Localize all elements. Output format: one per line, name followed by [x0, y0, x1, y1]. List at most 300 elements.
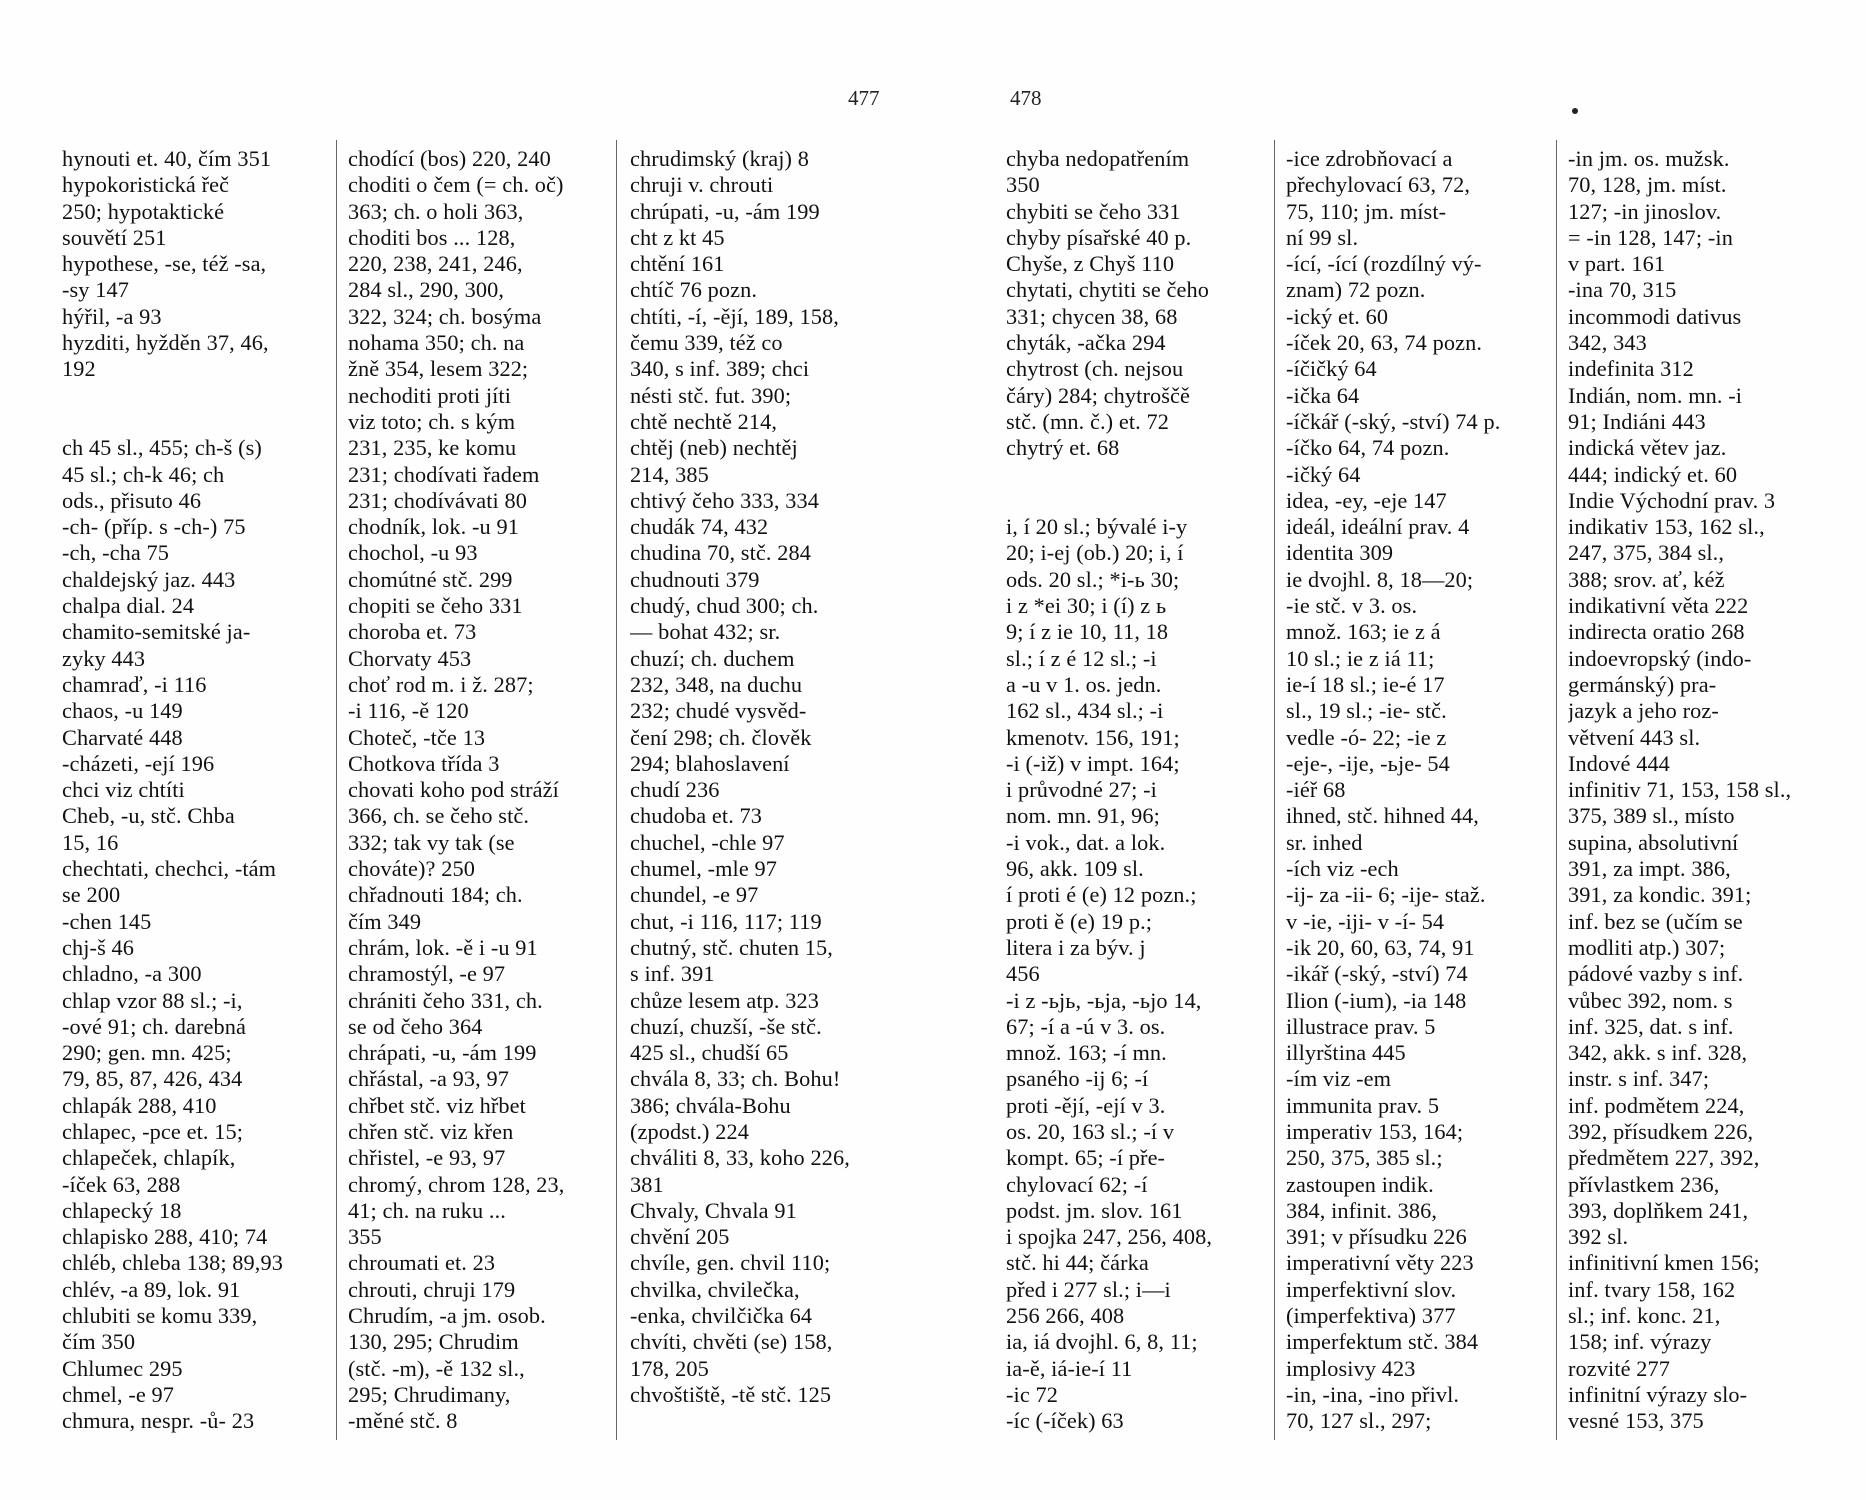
index-line: Charvaté 448	[62, 724, 183, 750]
index-column-6	[1568, 146, 1826, 1435]
index-line: Indie Východní prav. 3	[1568, 487, 1776, 513]
index-line: hýřil, -a 93	[62, 303, 162, 329]
index-line: (imperfektiva) 377	[1286, 1303, 1456, 1329]
index-line: přívlastkem 236,	[1568, 1171, 1720, 1197]
index-line: před i 277 sl.; i—i	[1006, 1276, 1171, 1302]
index-line: Indián, nom. mn. -i	[1568, 382, 1743, 408]
index-line: chuzí; ch. duchem	[630, 645, 795, 671]
index-line: -i z -ьjь, -ьja, -ьjo 14,	[1006, 987, 1202, 1013]
index-line: proti -ějí, -ejí v 3.	[1006, 1092, 1166, 1118]
index-line: Cheb, -u, stč. Chba	[62, 803, 235, 829]
index-line: vesné 153, 375	[1568, 1408, 1704, 1434]
index-line: 127; -in jinoslov.	[1568, 198, 1722, 224]
index-line: 15, 16	[62, 829, 119, 855]
index-line: Indové 444	[1568, 750, 1670, 776]
index-line: -íčičký 64	[1286, 356, 1377, 382]
index-line: stč. (mn. č.) et. 72	[1006, 408, 1169, 434]
index-column-2	[348, 146, 606, 1435]
index-line: chytrý et. 68	[1006, 435, 1120, 461]
index-line: 250, 375, 385 sl.;	[1286, 1145, 1443, 1171]
index-line: -iéř 68	[1286, 777, 1346, 803]
index-column-4	[1006, 146, 1264, 1435]
index-line: chochol, -u 93	[348, 540, 478, 566]
index-line: 456	[1006, 961, 1040, 987]
index-line	[1006, 462, 1264, 488]
index-line: 41; ch. na ruku ...	[348, 1197, 506, 1223]
index-line: 392, přísudkem 226,	[1568, 1118, 1754, 1144]
index-line: chyba nedopatřením	[1006, 146, 1190, 171]
index-line: 295; Chrudimany,	[348, 1381, 511, 1407]
index-line: chopiti se čeho 331	[348, 593, 523, 619]
index-line: chudoba et. 73	[630, 803, 763, 829]
page-number-right: 478	[1010, 86, 1042, 110]
index-line: chudák 74, 432	[630, 514, 769, 540]
index-line: 70, 127 sl., 297;	[1286, 1408, 1432, 1434]
index-line: ch 45 sl., 455; ch-š (s)	[62, 435, 262, 461]
column-divider	[336, 140, 337, 1440]
column-divider	[616, 140, 617, 1440]
index-line: vůbec 392, nom. s	[1568, 987, 1733, 1013]
index-line: instr. s inf. 347;	[1568, 1066, 1710, 1092]
index-line: inf. tvary 158, 162	[1568, 1276, 1736, 1302]
index-line: chtíti, -í, -ějí, 189, 158,	[630, 303, 839, 329]
index-line: chrám, lok. -ě i -u 91	[348, 934, 538, 960]
index-line: nechoditi proti jíti	[348, 382, 512, 408]
index-line: i spojka 247, 256, 408,	[1006, 1224, 1213, 1250]
index-line: proti ě (e) 19 p.;	[1006, 908, 1153, 934]
index-line: Chlumec 295	[62, 1355, 183, 1381]
index-line: imperativní věty 223	[1286, 1250, 1474, 1276]
index-line: 250; hypotaktické	[62, 198, 225, 224]
index-line: chyby písařské 40 p.	[1006, 224, 1192, 250]
index-line: vedle -ó- 22; -ie z	[1286, 724, 1447, 750]
index-line: 393, doplňkem 241,	[1568, 1197, 1749, 1223]
index-line: -i 116, -ě 120	[348, 698, 469, 724]
index-line: chladno, -a 300	[62, 961, 202, 987]
index-line: -in, -ina, -ino přivl.	[1286, 1381, 1460, 1407]
index-line: chovati koho pod stráží	[348, 777, 559, 803]
index-line: se 200	[62, 882, 121, 908]
index-line: 10 sl.; ie z iá 11;	[1286, 645, 1435, 671]
index-line: chylovací 62; -í	[1006, 1171, 1148, 1197]
index-line: -ička 64	[1286, 382, 1360, 408]
index-line: chtivý čeho 333, 334	[630, 487, 820, 513]
index-line: -i vok., dat. a lok.	[1006, 829, 1166, 855]
index-line: chuchel, -chle 97	[630, 829, 785, 855]
index-line: os. 20, 163 sl.; -í v	[1006, 1118, 1175, 1144]
index-line: germánský) pra-	[1568, 671, 1717, 697]
index-line: chlapecký 18	[62, 1197, 182, 1223]
index-line: chlév, -a 89, lok. 91	[62, 1276, 241, 1302]
index-line: 45 sl.; ch-k 46; ch	[62, 461, 225, 487]
index-line: modliti atp.) 307;	[1568, 934, 1726, 960]
index-line: -ický et. 60	[1286, 303, 1389, 329]
index-line: 91; Indiáni 443	[1568, 408, 1706, 434]
index-line: chudý, chud 300; ch.	[630, 593, 819, 619]
column-divider	[1274, 140, 1275, 1440]
index-line: -íček 63, 288	[62, 1171, 181, 1197]
index-line: chtě nechtě 214,	[630, 408, 778, 434]
index-line: idea, -ey, -eje 147	[1286, 487, 1447, 513]
index-line: 386; chvála-Bohu	[630, 1092, 791, 1118]
index-line: 388; srov. ať, kéž	[1568, 566, 1725, 592]
index-line: chybiti se čeho 331	[1006, 198, 1181, 224]
index-line: indická větev jaz.	[1568, 435, 1727, 461]
index-line: rozvité 277	[1568, 1355, 1671, 1381]
index-line: -ch, -cha 75	[62, 540, 170, 566]
index-line: -i (-iž) v impt. 164;	[1006, 750, 1180, 776]
index-line: chřbet stč. viz hřbet	[348, 1092, 526, 1118]
index-line: 381	[630, 1171, 664, 1197]
index-line: chvíle, gen. chvil 110;	[630, 1250, 831, 1276]
index-line: 96, akk. 109 sl.	[1006, 856, 1144, 882]
index-line: indefinita 312	[1568, 356, 1694, 382]
index-line: chlapec, -pce et. 15;	[62, 1118, 243, 1144]
column-divider	[1556, 140, 1557, 1440]
index-line: kmenotv. 156, 191;	[1006, 724, 1180, 750]
index-line: 158; inf. výrazy	[1568, 1329, 1712, 1355]
index-column-5	[1286, 146, 1544, 1435]
index-line: podst. jm. slov. 161	[1006, 1197, 1183, 1223]
index-line: se od čeho 364	[348, 1013, 483, 1039]
index-line: chváliti 8, 33, koho 226,	[630, 1145, 850, 1171]
index-line: psaného -ij 6; -í	[1006, 1066, 1149, 1092]
index-line: pádové vazby s inf.	[1568, 961, 1744, 987]
index-line: chlubiti se komu 339,	[62, 1303, 258, 1329]
index-line: indikativní věta 222	[1568, 593, 1749, 619]
index-line: -ch- (příp. s -ch-) 75	[62, 514, 246, 540]
index-line: -ice zdrobňovací a	[1286, 146, 1453, 171]
index-line: chřen stč. viz křen	[348, 1118, 514, 1144]
index-line: chci viz chtíti	[62, 777, 185, 803]
index-line: Chotkova třída 3	[348, 750, 500, 776]
index-line: 231; chodívati řadem	[348, 461, 540, 487]
index-line: 444; indický et. 60	[1568, 461, 1738, 487]
index-line: předmětem 227, 392,	[1568, 1145, 1760, 1171]
index-line: = -in 128, 147; -in	[1568, 224, 1733, 250]
index-line: sl.; inf. konc. 21,	[1568, 1303, 1721, 1329]
index-line: chechtati, chechci, -tám	[62, 856, 277, 882]
index-line: 363; ch. o holi 363,	[348, 198, 524, 224]
index-line: 20; i-ej (ob.) 20; i, í	[1006, 540, 1184, 566]
index-line: 294; blahoslavení	[630, 750, 790, 776]
index-line: 391, za impt. 386,	[1568, 856, 1731, 882]
index-line: 231, 235, ke komu	[348, 435, 517, 461]
index-line: chundel, -e 97	[630, 882, 759, 908]
index-line: 220, 238, 241, 246,	[348, 251, 523, 277]
index-line: chj-š 46	[62, 934, 135, 960]
index-line: imperativ 153, 164;	[1286, 1118, 1464, 1144]
page-number-left: 477	[848, 86, 880, 110]
index-line: souvětí 251	[62, 224, 167, 250]
index-line: Chyše, z Chyš 110	[1006, 251, 1175, 277]
index-line: množ. 163; ie z á	[1286, 619, 1441, 645]
index-line: chruji v. chrouti	[630, 172, 774, 198]
index-line: 384, infinit. 386,	[1286, 1197, 1438, 1223]
index-line: hypothese, -se, též -sa,	[62, 251, 267, 277]
index-line: sl.; í z é 12 sl.; -i	[1006, 645, 1157, 671]
index-line: Chrudím, -a jm. osob.	[348, 1303, 546, 1329]
index-line: ie dvojhl. 8, 18—20;	[1286, 566, 1474, 592]
index-line: 340, s inf. 389; chci	[630, 356, 810, 382]
index-line: inf. 325, dat. s inf.	[1568, 1013, 1734, 1039]
index-line: -ie stč. v 3. os.	[1286, 593, 1418, 619]
index-line: nohama 350; ch. na	[348, 330, 525, 356]
index-line: chvála 8, 33; ch. Bohu!	[630, 1066, 841, 1092]
index-line: chmura, nespr. -ů- 23	[62, 1408, 255, 1434]
index-line	[62, 383, 320, 409]
index-line: chomútné stč. 299	[348, 566, 513, 592]
index-line: viz toto; ch. s kým	[348, 408, 516, 434]
index-line: 79, 85, 87, 426, 434	[62, 1066, 243, 1092]
index-line: 342, 343	[1568, 330, 1647, 356]
index-line: -íčkář (-ský, -ství) 74 p.	[1286, 408, 1501, 434]
index-line: ie-í 18 sl.; ie-é 17	[1286, 671, 1445, 697]
index-line: 290; gen. mn. 425;	[62, 1040, 232, 1066]
index-line: 192	[62, 356, 96, 382]
index-line: hypokoristická řeč	[62, 172, 230, 198]
index-line: ia-ě, iá-ie-í 11	[1006, 1355, 1133, 1381]
index-line: chřistel, -e 93, 97	[348, 1145, 506, 1171]
index-line: čemu 339, též co	[630, 330, 783, 356]
index-line: Ilion (-ium), -ia 148	[1286, 987, 1467, 1013]
index-line: litera i za býv. j	[1006, 934, 1146, 960]
index-line: chvíti, chvěti (se) 158,	[630, 1329, 833, 1355]
index-line: chvoštiště, -tě stč. 125	[630, 1381, 832, 1407]
index-line: -cházeti, -ejí 196	[62, 750, 215, 776]
index-line: chlap vzor 88 sl.; -i,	[62, 987, 243, 1013]
index-line: i, í 20 sl.; bývalé i-y	[1006, 514, 1188, 540]
index-line: přechylovací 63, 72,	[1286, 172, 1471, 198]
index-line: čím 349	[348, 908, 422, 934]
index-line: 70, 128, jm. míst.	[1568, 172, 1727, 198]
index-line: chřástal, -a 93, 97	[348, 1066, 510, 1092]
index-line: chromý, chrom 128, 23,	[348, 1171, 565, 1197]
index-line: chtěj (neb) nechtěj	[630, 435, 798, 461]
index-line: chlapeček, chlapík,	[62, 1145, 236, 1171]
index-line: infinitiv 71, 153, 158 sl.,	[1568, 777, 1792, 803]
index-line: -ina 70, 315	[1568, 277, 1677, 303]
index-line: chlapisko 288, 410; 74	[62, 1224, 268, 1250]
index-line: chvilka, chvilečka,	[630, 1276, 800, 1302]
index-line: identita 309	[1286, 540, 1394, 566]
index-line: -ic 72	[1006, 1381, 1058, 1407]
index-line: chrudimský (kraj) 8	[630, 146, 809, 171]
index-line: hynouti et. 40, čím 351	[62, 146, 272, 171]
index-line: -ičký 64	[1286, 461, 1361, 487]
index-line: stč. hi 44; čárka	[1006, 1250, 1149, 1276]
index-line: zyky 443	[62, 645, 146, 671]
index-line: nésti stč. fut. 390;	[630, 382, 792, 408]
index-line: -chen 145	[62, 908, 152, 934]
index-line: čení 298; ch. člověk	[630, 724, 812, 750]
index-line: illustrace prav. 5	[1286, 1013, 1436, 1039]
index-line: inf. podmětem 224,	[1568, 1092, 1745, 1118]
index-line: chodník, lok. -u 91	[348, 514, 519, 540]
index-line: implosivy 423	[1286, 1355, 1416, 1381]
index-line: inf. bez se (učím se	[1568, 908, 1743, 934]
index-line: čím 350	[62, 1329, 136, 1355]
index-line: chaldejský jaz. 443	[62, 566, 236, 592]
index-line: v -ie, -iji- v -í- 54	[1286, 908, 1445, 934]
index-line: 162 sl., 434 sl.; -i	[1006, 698, 1164, 724]
index-line: -ové 91; ch. darebná	[62, 1013, 247, 1039]
index-line: 392 sl.	[1568, 1224, 1629, 1250]
index-line: chlapák 288, 410	[62, 1092, 217, 1118]
index-line: chamito-semitské ja-	[62, 619, 251, 645]
index-line: v part. 161	[1568, 251, 1666, 277]
index-line: chudnouti 379	[630, 566, 760, 592]
index-line: indoevropský (indo-	[1568, 645, 1752, 671]
index-line: hyzditi, hyžděn 37, 46,	[62, 330, 269, 356]
index-line: 331; chycen 38, 68	[1006, 303, 1178, 329]
index-line: choditi bos ... 128,	[348, 224, 516, 250]
index-line: -enka, chvilčička 64	[630, 1303, 813, 1329]
index-line: -eje-, -ije, -ьje- 54	[1286, 750, 1450, 776]
index-line: čáry) 284; chytroščě	[1006, 382, 1191, 408]
index-line: 9; í z ie 10, 11, 18	[1006, 619, 1169, 645]
index-line: sr. inhed	[1286, 829, 1363, 855]
index-line: chudí 236	[630, 777, 720, 803]
index-line: indikativ 153, 162 sl.,	[1568, 514, 1765, 540]
index-line: jazyk a jeho roz-	[1568, 698, 1719, 724]
index-line: indirecta oratio 268	[1568, 619, 1745, 645]
index-line: i z *ei 30; i (í) z ь	[1006, 593, 1167, 619]
index-line: -ící, -ící (rozdílný vý-	[1286, 251, 1482, 277]
index-line: 350	[1006, 172, 1040, 198]
index-line: ia, iá dvojhl. 6, 8, 11;	[1006, 1329, 1198, 1355]
index-column-3	[630, 146, 888, 1408]
index-line: 322, 324; ch. bosýma	[348, 303, 542, 329]
index-line: chmel, -e 97	[62, 1381, 175, 1407]
index-line: cht z kt 45	[630, 224, 725, 250]
index-line: 232; chudé vysvěd-	[630, 698, 807, 724]
index-line: 231; chodívávati 80	[348, 487, 528, 513]
index-line: -íček 20, 63, 74 pozn.	[1286, 330, 1483, 356]
index-line: 375, 389 sl., místo	[1568, 803, 1735, 829]
index-line: -ij- za -ii- 6; -ije- staž.	[1286, 882, 1486, 908]
index-line: imperfektum stč. 384	[1286, 1329, 1479, 1355]
index-line: chrápati, -u, -ám 199	[348, 1040, 537, 1066]
index-line: chytati, chytiti se čeho	[1006, 277, 1210, 303]
index-line: kompt. 65; -í pře-	[1006, 1145, 1166, 1171]
page-mark-dot	[1572, 108, 1578, 114]
index-line: množ. 163; -í mn.	[1006, 1040, 1167, 1066]
index-line: chrúpati, -u, -ám 199	[630, 198, 820, 224]
index-line: chaos, -u 149	[62, 698, 183, 724]
index-line: -ikář (-ský, -ství) 74	[1286, 961, 1468, 987]
index-line: 256 266, 408	[1006, 1303, 1125, 1329]
index-line: 75, 110; jm. míst-	[1286, 198, 1447, 224]
index-line: (stč. -m), -ě 132 sl.,	[348, 1355, 525, 1381]
index-line: choť rod m. i ž. 287;	[348, 671, 534, 697]
index-line: chodící (bos) 220, 240	[348, 146, 551, 171]
index-line: chřadnouti 184; ch.	[348, 882, 523, 908]
index-line	[62, 409, 320, 435]
index-line: Choteč, -tče 13	[348, 724, 486, 750]
index-line: -in jm. os. mužsk.	[1568, 146, 1730, 171]
index-line: 355	[348, 1224, 382, 1250]
index-line: Chvaly, Chvala 91	[630, 1197, 797, 1223]
index-line: větvení 443 sl.	[1568, 724, 1701, 750]
index-line: 67; -í a -ú v 3. os.	[1006, 1013, 1166, 1039]
index-line: -ím viz -em	[1286, 1066, 1392, 1092]
index-line: chůze lesem atp. 323	[630, 987, 819, 1013]
index-line: nom. mn. 91, 96;	[1006, 803, 1160, 829]
index-line: chamraď, -i 116	[62, 671, 207, 697]
index-line: -ik 20, 60, 63, 74, 91	[1286, 934, 1475, 960]
index-line: 332; tak vy tak (se	[348, 829, 515, 855]
index-line: 247, 375, 384 sl.,	[1568, 540, 1725, 566]
index-line: chytrost (ch. nejsou	[1006, 356, 1184, 382]
index-line: žně 354, lesem 322;	[348, 356, 529, 382]
index-line: chrouti, chruji 179	[348, 1276, 516, 1302]
index-line: chut, -i 116, 117; 119	[630, 908, 822, 934]
index-line: 178, 205	[630, 1355, 709, 1381]
index-line: chroumati et. 23	[348, 1250, 496, 1276]
index-line: chuzí, chuzší, -še stč.	[630, 1013, 822, 1039]
index-line: ideál, ideální prav. 4	[1286, 514, 1470, 540]
index-line: znam) 72 pozn.	[1286, 277, 1426, 303]
index-line: chramostýl, -e 97	[348, 961, 506, 987]
index-line: -měné stč. 8	[348, 1408, 458, 1434]
index-line: -sy 147	[62, 277, 129, 303]
index-column-1	[62, 146, 320, 1435]
index-line: chtění 161	[630, 251, 725, 277]
index-line: -íc (-íček) 63	[1006, 1408, 1124, 1434]
index-line: — bohat 432; sr.	[630, 619, 781, 645]
index-line: i průvodné 27; -i	[1006, 777, 1157, 803]
index-line: choroba et. 73	[348, 619, 477, 645]
index-line: 342, akk. s inf. 328,	[1568, 1040, 1748, 1066]
index-line: a -u v 1. os. jedn.	[1006, 671, 1162, 697]
index-line: incommodi dativus	[1568, 303, 1742, 329]
index-line: chvění 205	[630, 1224, 730, 1250]
index-line: sl., 19 sl.; -ie- stč.	[1286, 698, 1447, 724]
index-line: ods. 20 sl.; *i-ь 30;	[1006, 566, 1180, 592]
index-line: chutný, stč. chuten 15,	[630, 934, 833, 960]
index-line: 391; v přísudku 226	[1286, 1224, 1467, 1250]
index-line: 391, za kondic. 391;	[1568, 882, 1752, 908]
index-line: chudina 70, stč. 284	[630, 540, 811, 566]
index-line: 425 sl., chudší 65	[630, 1040, 789, 1066]
index-line: chalpa dial. 24	[62, 593, 195, 619]
index-line: 232, 348, na duchu	[630, 671, 803, 697]
index-line: infinitní výrazy slo-	[1568, 1381, 1748, 1407]
index-line: 130, 295; Chrudim	[348, 1329, 519, 1355]
index-line: supina, absolutivní	[1568, 829, 1739, 855]
index-line	[1006, 488, 1264, 514]
index-line: 284 sl., 290, 300,	[348, 277, 505, 303]
index-line: chyták, -ačka 294	[1006, 330, 1166, 356]
index-line: ods., přisuto 46	[62, 487, 202, 513]
index-line: infinitivní kmen 156;	[1568, 1250, 1760, 1276]
index-line: chumel, -mle 97	[630, 856, 778, 882]
index-line: í proti é (e) 12 pozn.;	[1006, 882, 1197, 908]
index-line: chováte)? 250	[348, 856, 475, 882]
index-line: illyrština 445	[1286, 1040, 1406, 1066]
index-line: -ích viz -ech	[1286, 856, 1399, 882]
index-line: 214, 385	[630, 461, 709, 487]
index-line: zastoupen indik.	[1286, 1171, 1434, 1197]
index-line: s inf. 391	[630, 961, 715, 987]
index-line: chrániti čeho 331, ch.	[348, 987, 543, 1013]
index-line: immunita prav. 5	[1286, 1092, 1440, 1118]
index-line: imperfektivní slov.	[1286, 1276, 1457, 1302]
index-line: Chorvaty 453	[348, 645, 472, 671]
index-line: choditi o čem (= ch. oč)	[348, 172, 564, 198]
index-line: -íčko 64, 74 pozn.	[1286, 435, 1450, 461]
